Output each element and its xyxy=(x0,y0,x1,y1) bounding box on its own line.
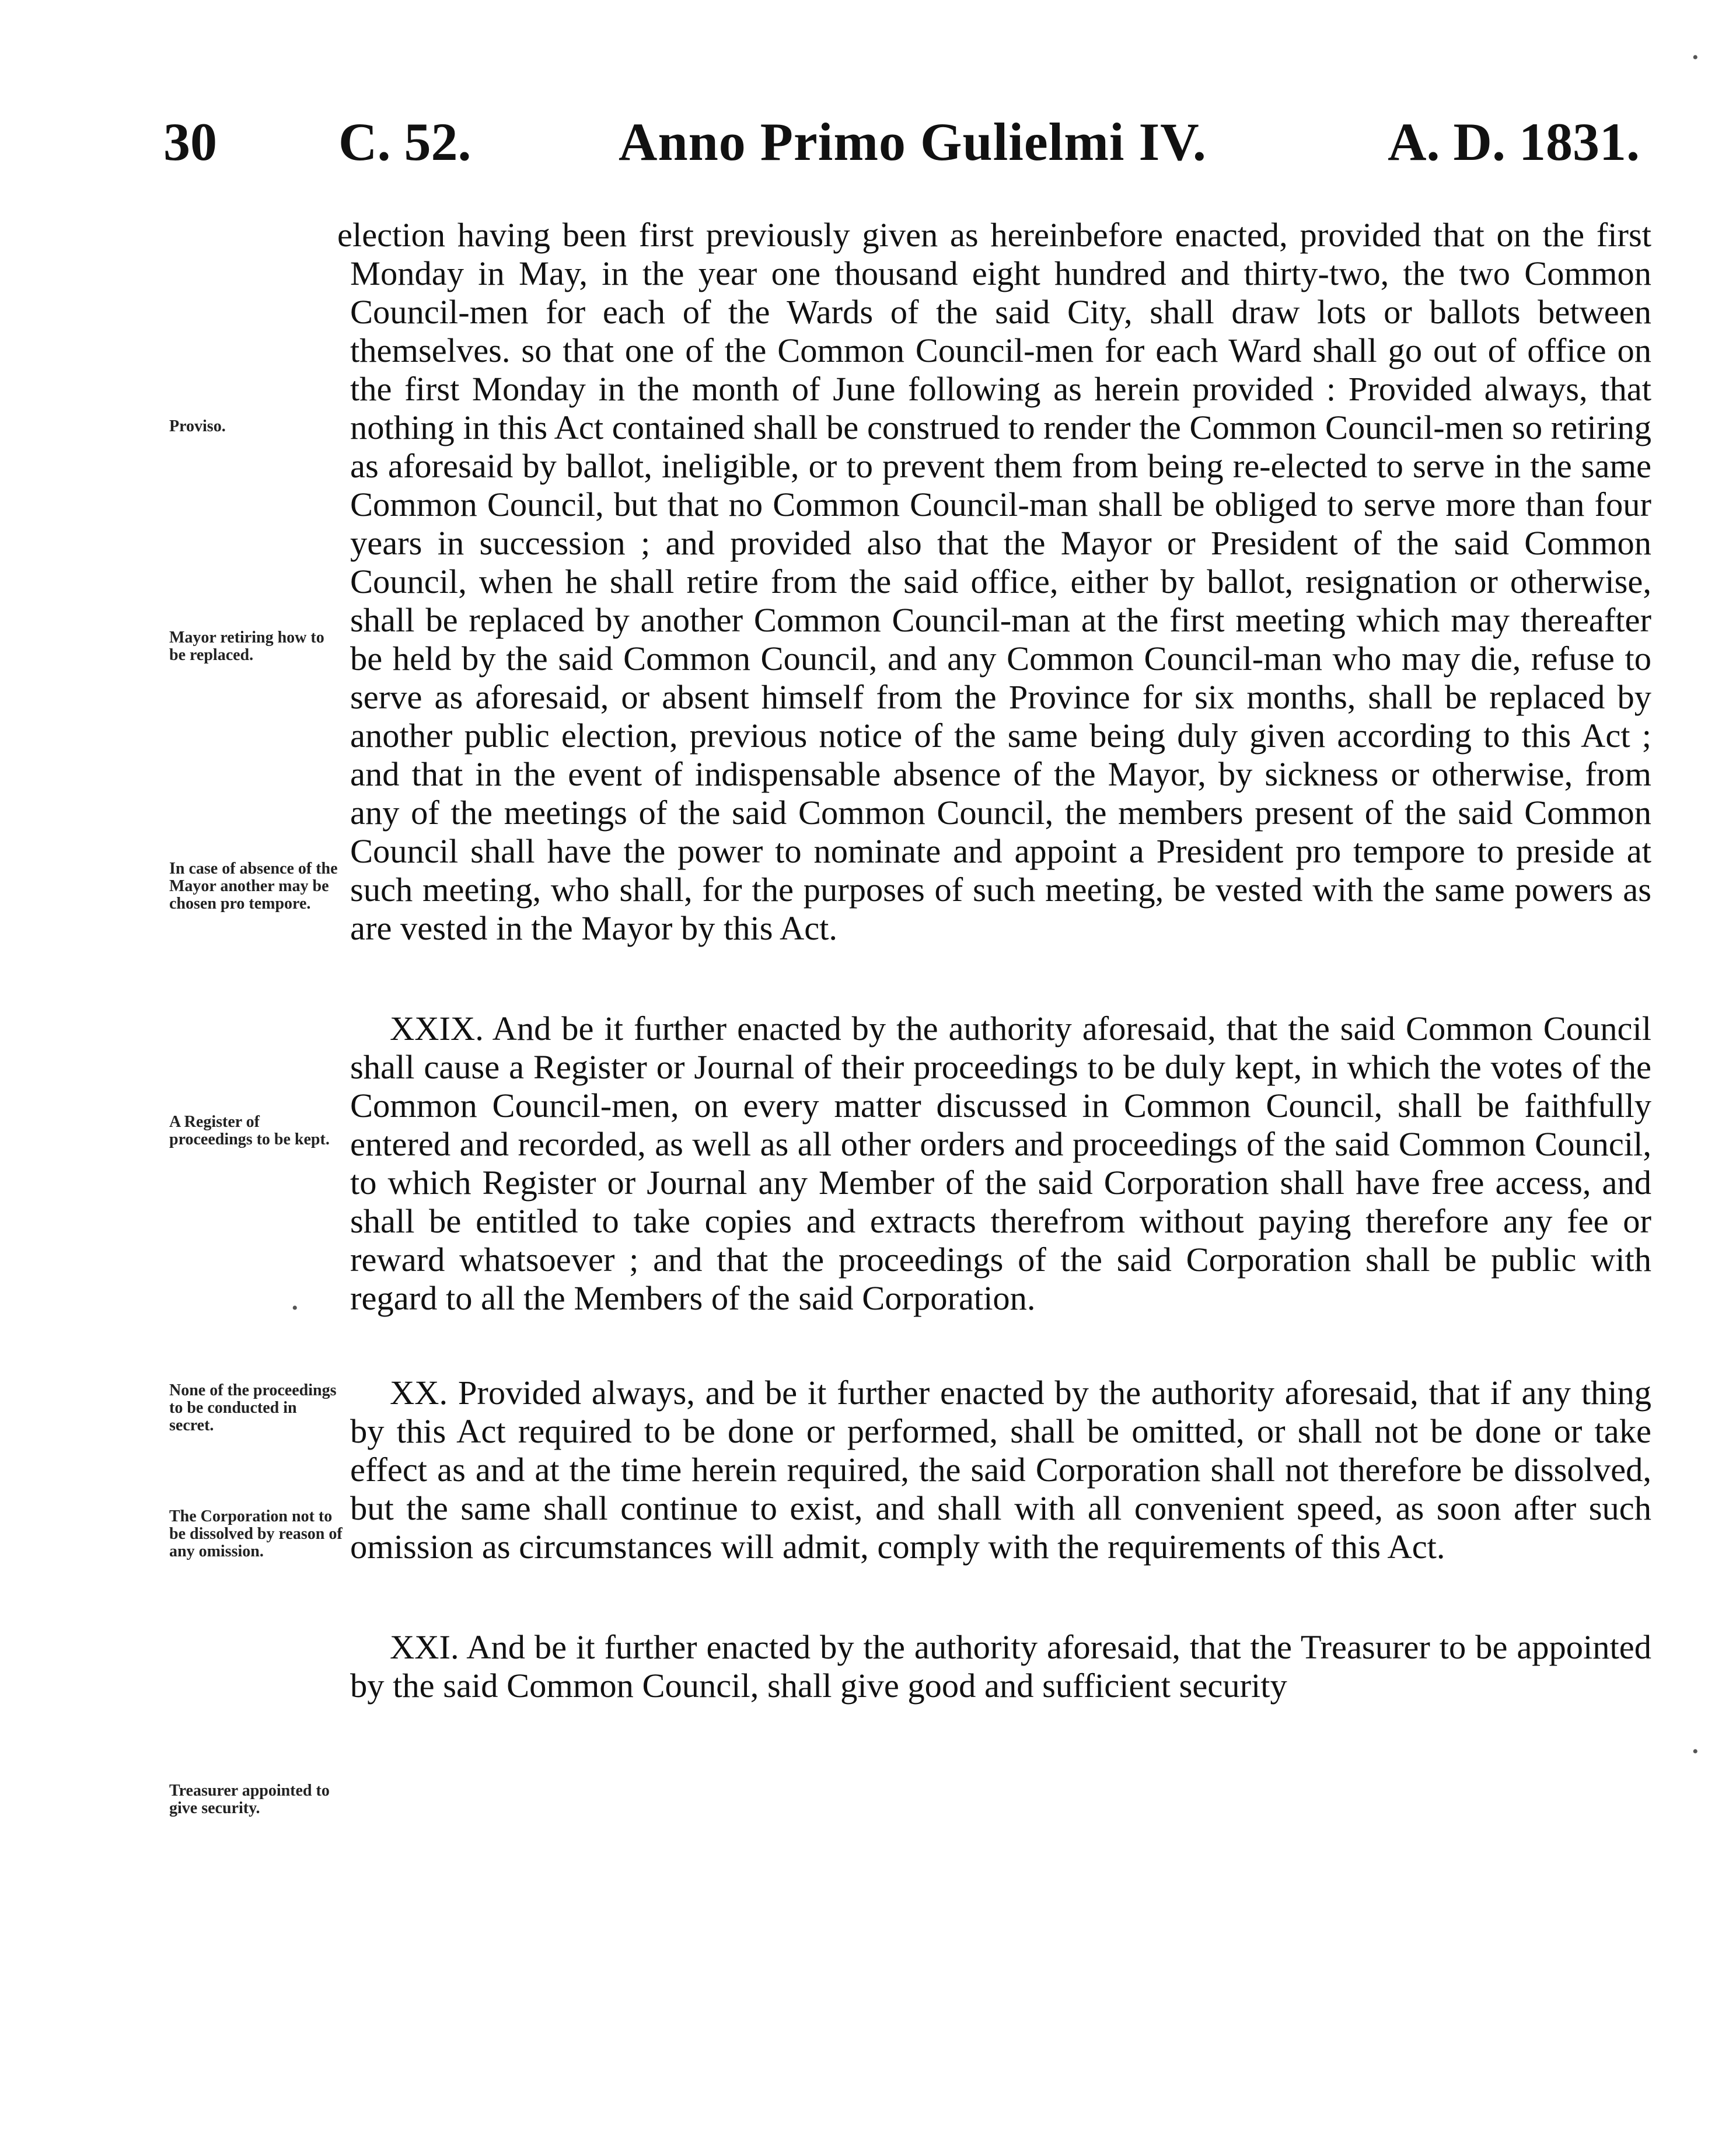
section-xxi: XXI. And be it further enacted by the authority aforesaid, that the Treasurer to be appointed by the said Common Council, shall give good and sufficient security xyxy=(350,1628,1651,1705)
stray-mark: • xyxy=(1692,48,1699,67)
stray-mark: • xyxy=(292,1298,298,1318)
page-number: 30 xyxy=(163,112,217,172)
section-xxix: XXIX. And be it further enacted by the authority aforesaid, that the said Common Council shall cause a Register or Journal of their proceedings to be duly kept, in which the votes of the Common Council-men, on every matter discussed in Common Council, shall be faithfully entered and recorded, as well as all other orders and proceedings of the said Common Council, to which Register or Journal any Member of the said Corporation shall have free access, and shall be entitled to take copies and extracts therefrom without paying therefore any fee or reward whatsoever ; and that the proceedings of the said Corporation shall be public with regard to all the Members of the said Corporation. xyxy=(350,1010,1651,1317)
margin-note-proviso: Proviso. xyxy=(169,417,226,435)
document-body xyxy=(337,216,1651,1705)
running-title: Anno Primo Gulielmi IV. xyxy=(619,112,1207,172)
page-header xyxy=(163,110,1640,174)
year-label: A. D. 1831. xyxy=(1388,112,1640,172)
margin-note-corporation: The Corporation not to be dissolved by reason of any omission. xyxy=(169,1507,343,1560)
margin-note-none-secret: None of the proceedings to be conducted in secret. xyxy=(169,1381,337,1434)
margin-note-absence-mayor: In case of absence of the Mayor another may be chosen pro tempore. xyxy=(169,860,338,913)
margin-note-mayor-retiring: Mayor retiring how to be replaced. xyxy=(169,628,324,664)
chapter-number: C. 52. xyxy=(338,112,471,172)
margin-note-treasurer: Treasurer appointed to give security. xyxy=(169,1782,330,1817)
stray-mark: • xyxy=(1692,1742,1699,1761)
margin-note-register: A Register of proceedings to be kept. xyxy=(169,1113,330,1148)
section-xx: XX. Provided always, and be it further enacted by the authority aforesaid, that if any thing by this Act required to be done or performed, shall be omitted, or shall not be done or take effect as and at the time herein required, the said Corporation shall not therefore be dissolved, but the same shall continue to exist, and shall with all convenient speed, as soon after such omission as circumstances will admit, comply with the requirements of this Act. xyxy=(350,1374,1651,1566)
paragraph-election: election having been first previously given as hereinbefore enacted, provided that on the first Monday in May, in the year one thousand eight hundred and thirty-two, the two Common Council-men for each of the Wards of the said City, shall draw lots or ballots between themselves. so that one of the Common Council-men for each Ward shall go out of office on the first Monday in the month of June following as herein provided : Provided always, that nothing in this Act contained shall be construed to render the Common Council-men so retiring as aforesaid by ballot, ineligible, or to prevent them from being re-elected to serve in the same Common Council, but that no Common Council-man shall be obliged to serve more than four years in succession ; and provided also that the Mayor or President of the said Common Council, when he shall retire from the said office, either by ballot, resignation or otherwise, shall be replaced by another Common Council-man at the first meeting which may thereafter be held by the said Common Council, and any Common Council-man who may die, refuse to serve as aforesaid, or absent himself from the Province for six months, shall be replaced by another public election, previous notice of the same being duly given according to this Act ; and that in the event of indispensable absence of the Mayor, by sickness or otherwise, from any of the meetings of the said Common Council, the members present of the said Common Council shall have the power to nominate and appoint a President pro tempore to preside at such meeting, who shall, for the purposes of such meeting, be vested with the same powers as are vested in the Mayor by this Act. xyxy=(337,216,1651,947)
